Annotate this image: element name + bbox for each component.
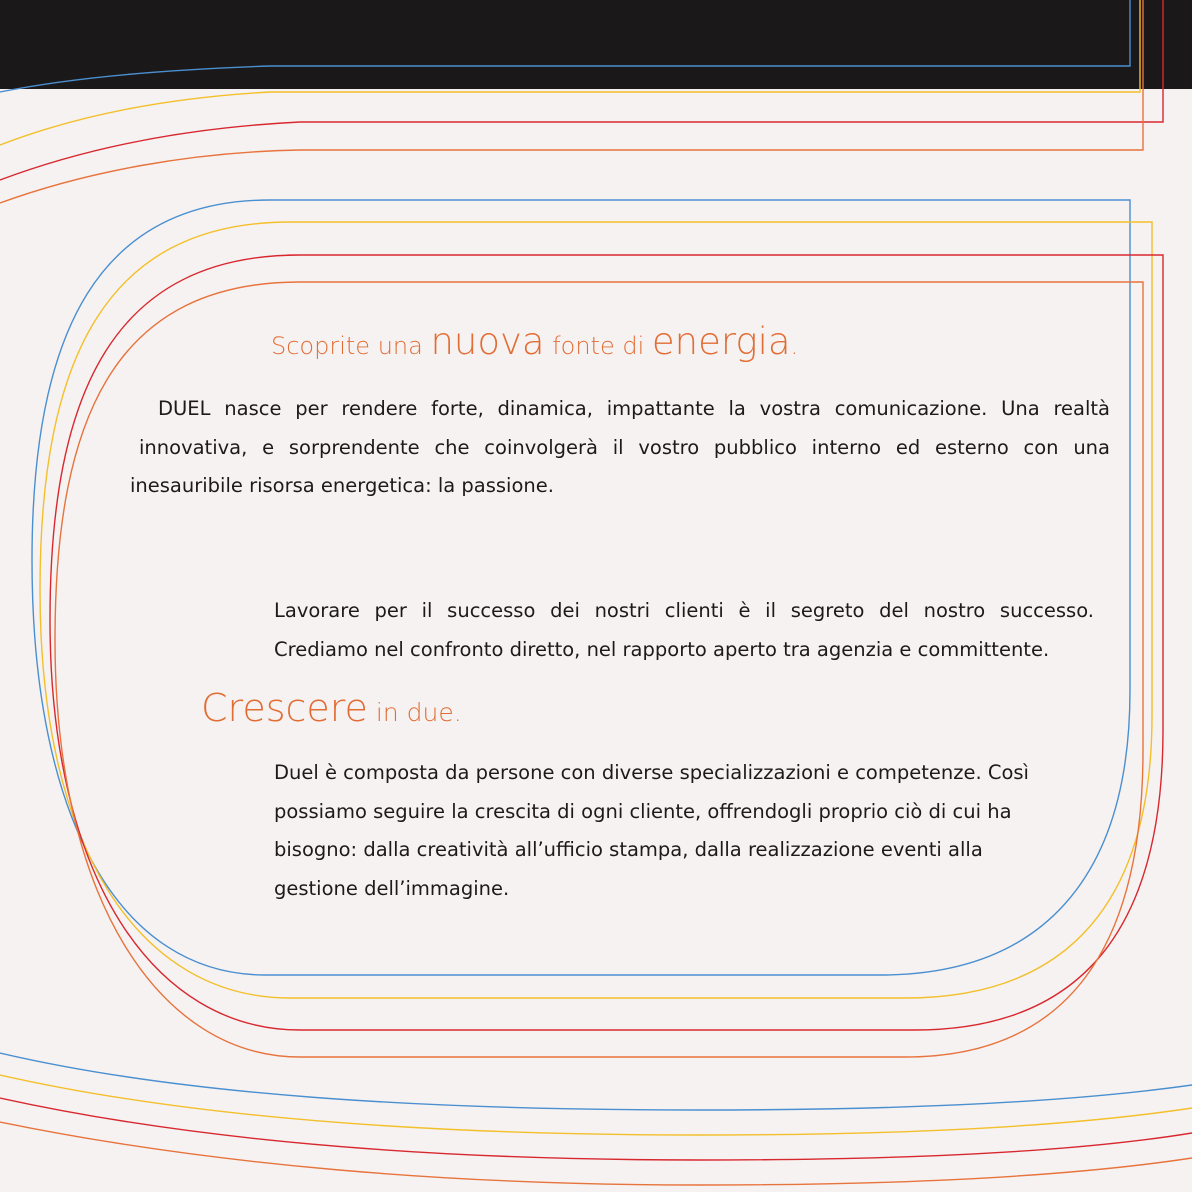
bottom-arc-red xyxy=(0,1098,1192,1160)
headline-grow-together xyxy=(201,686,462,730)
team-paragraph xyxy=(274,754,1094,908)
headline-period: . xyxy=(790,332,799,360)
headline-highlight-word: energia xyxy=(651,320,791,363)
headline-highlight-word: Crescere xyxy=(201,686,368,730)
top-arc-blue xyxy=(0,0,1130,92)
paragraph-line: gestione dell’immagine. xyxy=(274,876,510,900)
paragraph-line: Crediamo nel confronto diretto, nel rapporto aperto tra agenzia e committente. xyxy=(274,637,1050,661)
headline-energy xyxy=(271,320,798,363)
paragraph-line: Duel è composta da persone con diverse specializzazioni e competenze. Così xyxy=(274,761,1029,784)
paragraph-line: possiamo seguire la crescita di ogni cliente, offrendogli proprio ciò di cui ha xyxy=(274,799,1012,823)
paragraph-line: DUEL nasce per rendere forte, dinamica, impattante la vostra comunicazione. Una realtà xyxy=(158,397,1110,420)
top-arc-yellow xyxy=(0,0,1140,145)
paragraph-line: innovativa, e sorprendente che coinvolgerà il vostro pubblico interno ed esterno con una xyxy=(139,435,1110,459)
intro-paragraph xyxy=(130,390,1110,506)
headline-word: fonte di xyxy=(544,332,652,360)
bottom-arc-blue xyxy=(0,1053,1192,1110)
top-arc-red xyxy=(0,0,1163,180)
paragraph-line: inesauribile risorsa energetica: la passione. xyxy=(130,474,554,497)
paragraph-line: Lavorare per il successo dei nostri clienti è il segreto del nostro successo. xyxy=(274,599,1094,622)
success-paragraph xyxy=(274,592,1094,669)
bottom-arc-orange xyxy=(0,1122,1192,1185)
headline-word: in due. xyxy=(367,698,462,727)
headline-highlight-word: nuova xyxy=(430,320,545,363)
headline-word: Scoprite una xyxy=(271,332,431,360)
paragraph-line: bisogno: dalla creatività all’ufficio stampa, dalla realizzazione eventi alla xyxy=(274,838,983,861)
